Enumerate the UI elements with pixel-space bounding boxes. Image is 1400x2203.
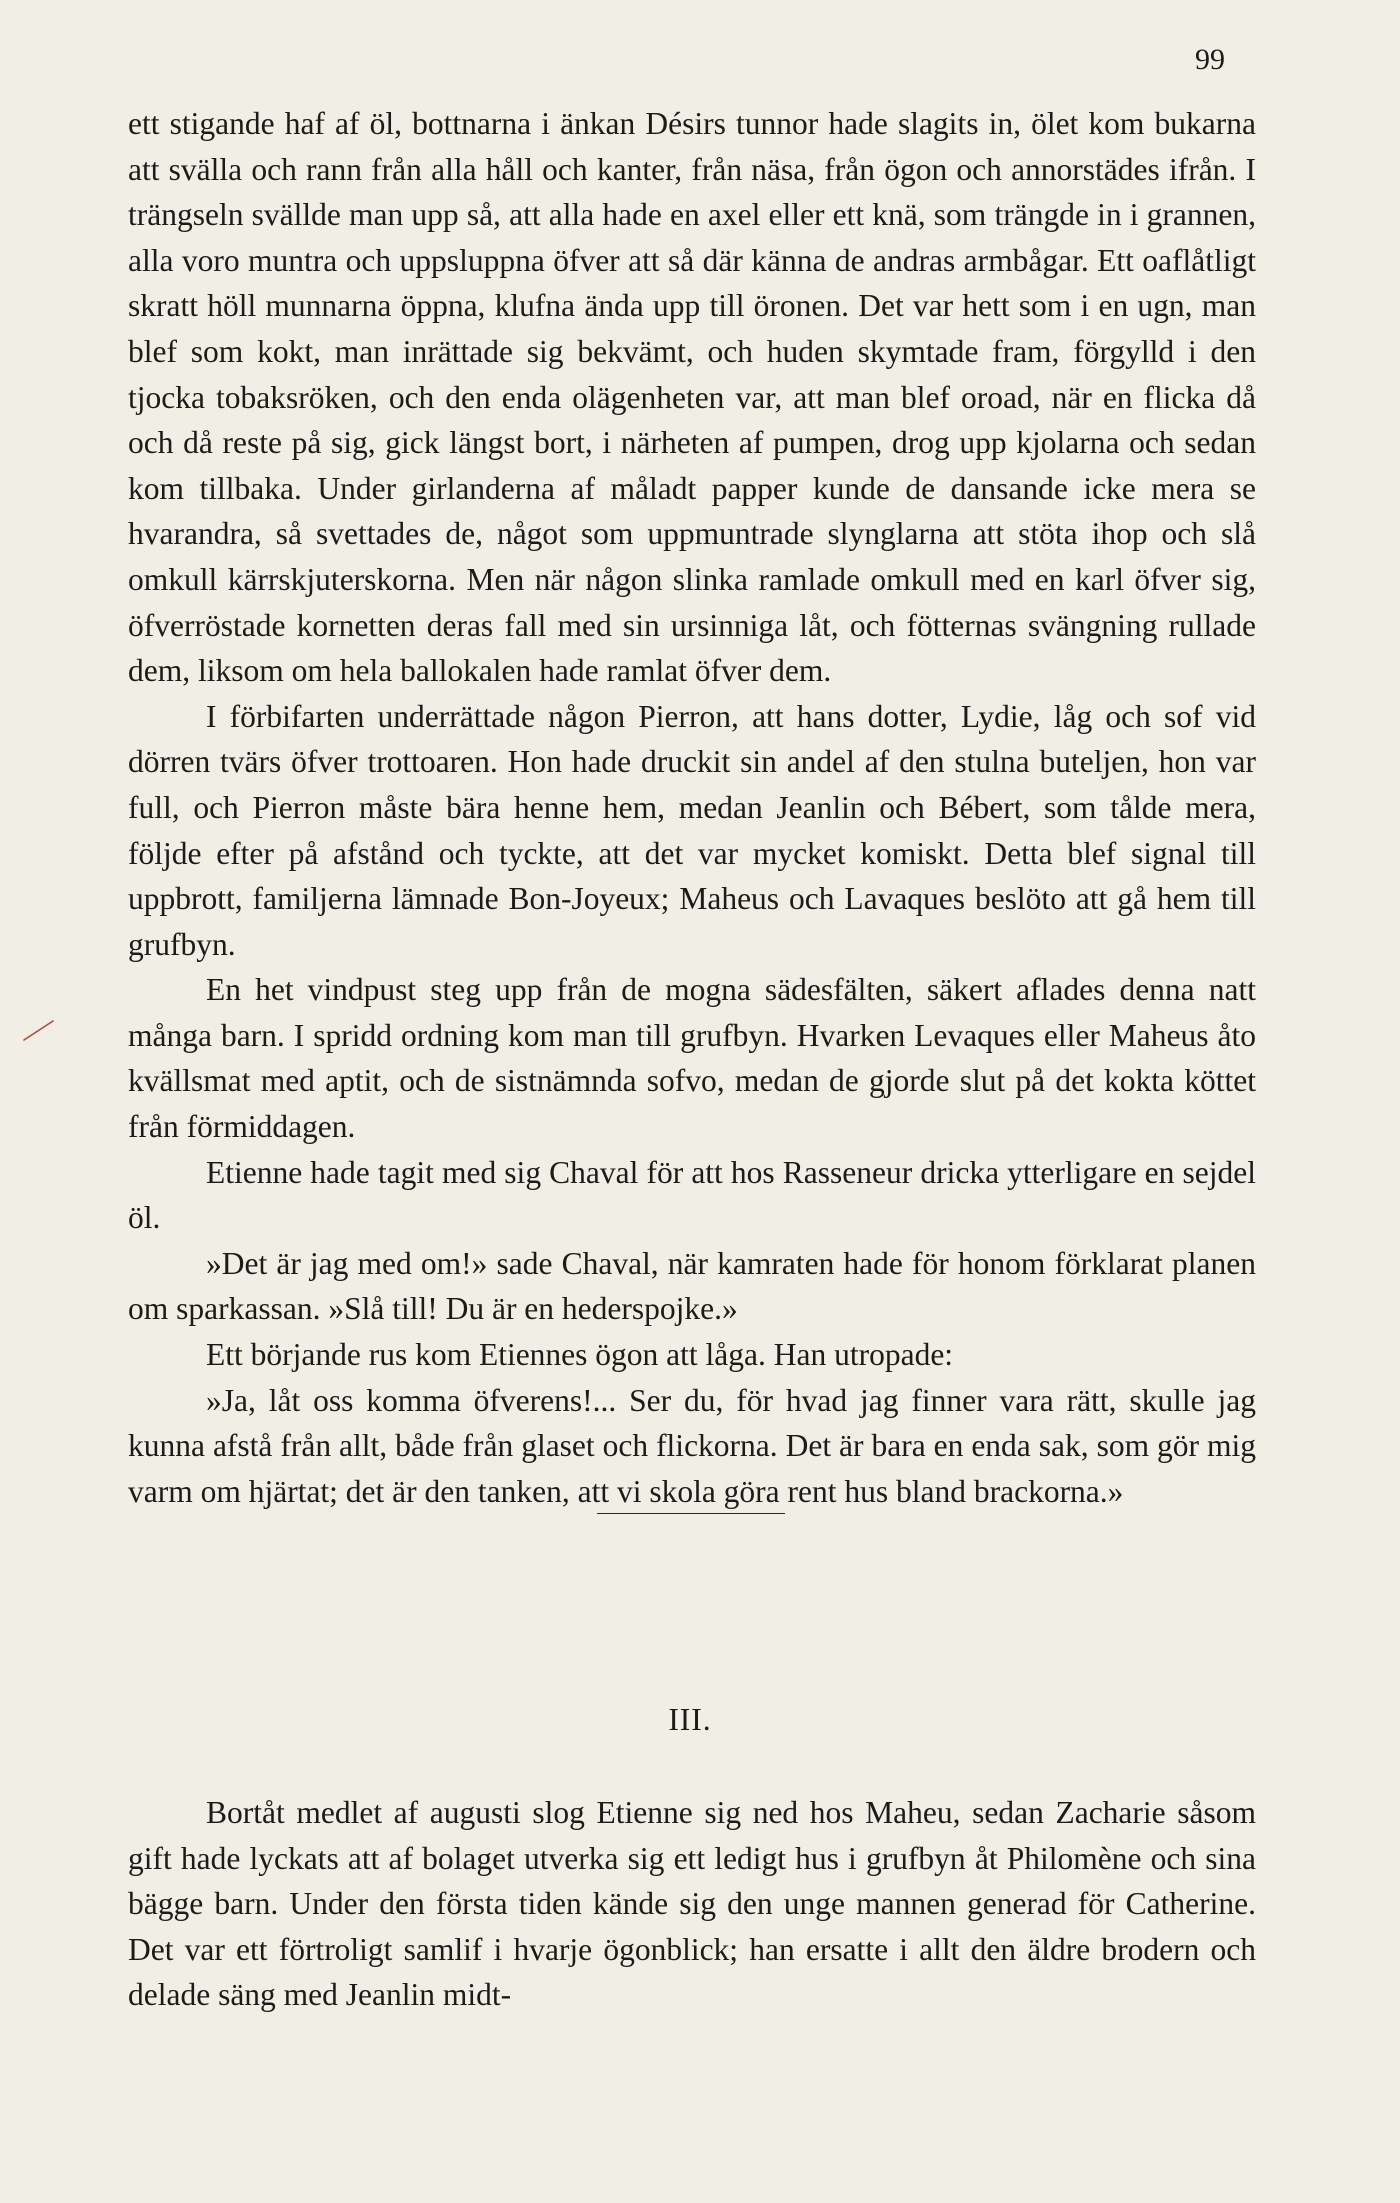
paragraph-8: Bortåt medlet af augusti slog Etienne sig ned hos Maheu, sedan Zacharie såsom gift hade lyckats att af bolaget utverka sig ett ledigt hus i grufbyn åt Philomène och sina bägge barn. Under den första tiden kände sig den unge mannen generad för Catherine. Det var ett förtroligt samlif i hvarje ögonblick; han ersatte i allt den äldre brodern och delade säng med Jeanlin midt- [128, 1795, 1256, 2013]
section-separator-rule [597, 1513, 785, 1514]
paragraph-7: »Ja, låt oss komma öfverens!... Ser du, för hvad jag finner vara rätt, skulle jag kunna afstå från allt, både från glaset och flickorna. Det är bara en enda sak, som gör mig varm om hjärtat; det är den tanken, att vi skola göra rent hus bland brackorna.» [128, 1382, 1256, 1509]
body-text-lower [128, 1790, 1256, 2018]
chapter-heading: III. [668, 1702, 712, 1737]
paragraph-6: Ett börjande rus kom Etiennes ögon att låga. Han utropade: [206, 1337, 954, 1373]
page-number: 99 [1195, 43, 1225, 76]
paragraph-2: I förbifarten underrättade någon Pierron, att hans dotter, Lydie, låg och sof vid dörren tvärs öfver trottoaren. Hon hade druckit sin andel af den stulna buteljen, hon var full, och Pierron måste bära henne hem, medan Jeanlin och Bébert, som tålde mera, följde efter på afstånd och tyckte, att det var mycket komiskt. Detta blef signal till uppbrott, familjerna lämnade Bon-Joyeux; Maheus och Lavaques beslöto att gå hem till grufbyn. [128, 698, 1256, 962]
paragraph-3: En het vindpust steg upp från de mogna sädesfälten, säkert aflades denna natt många barn. I spridd ordning kom man till grufbyn. Hvarken Levaques eller Maheus åto kvällsmat med aptit, och de sistnämnda sofvo, medan de gjorde slut på det kokta köttet från förmiddagen. [128, 972, 1256, 1145]
body-text-upper [128, 101, 1256, 1514]
paragraph-1: ett stigande haf af öl, bottnarna i änkan Désirs tunnor hade slagits in, ölet kom bukarna att svälla och rann från alla håll och kanter, från näsa, från ögon och annorstädes ifrån. I trängseln svällde man upp så, att alla hade en axel eller ett knä, som trängde in i grannen, alla voro muntra och uppsluppna öfver att så där känna de andras armbågar. Ett oaflåtligt skratt höll munnarna öppna, klufna ända upp till öronen. Det var hett som i en ugn, man blef som kokt, man inrättade sig bekvämt, och huden skymtade fram, förgylld i den tjocka tobaksröken, och den enda olägenheten var, att man blef oroad, när en flicka då och då reste på sig, gick längst bort, i närheten af pumpen, drog upp kjolarna och sedan kom tillbaka. Under girlanderna af måladt papper kunde de dansande icke mera se hvarandra, så svettades de, något som uppmuntrade slynglarna att stöta ihop och slå omkull kärrskjuterskorna. Men när någon slinka ramlade omkull med en karl öfver sig, öfverröstade kornetten deras fall med sin ursinniga låt, och fötternas svängning rullade dem, liksom om hela ballokalen hade ramlat öfver dem. [128, 106, 1256, 689]
pencil-margin-mark-icon [22, 1018, 56, 1042]
paragraph-5: »Det är jag med om!» sade Chaval, när kamraten hade för honom förklarat planen om sparkassan. »Slå till! Du är en hederspojke.» [128, 1245, 1256, 1327]
paragraph-4: Etienne hade tagit med sig Chaval för att hos Rasseneur dricka ytterligare en sejdel öl. [128, 1154, 1256, 1236]
